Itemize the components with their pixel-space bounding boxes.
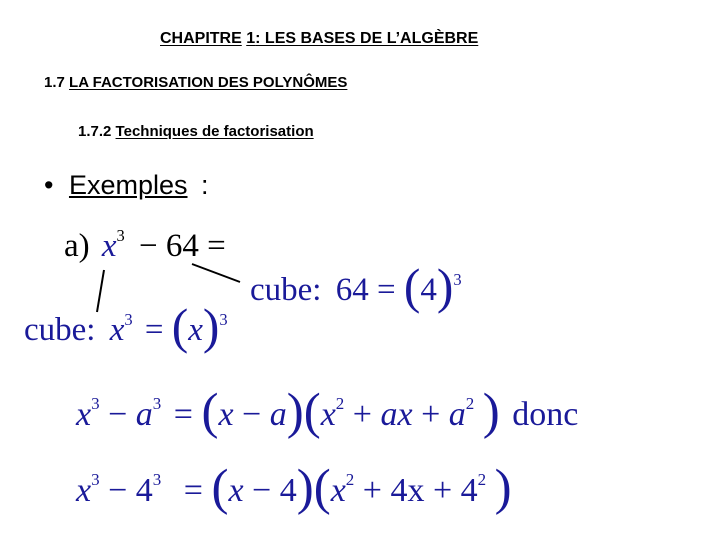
formula-a-exp: 3: [152, 394, 162, 414]
pointer-line-64: [192, 264, 240, 282]
section-number: 1.7: [44, 74, 65, 91]
applied-x-sq: 2: [345, 470, 355, 490]
example-a-eq: =: [207, 228, 226, 264]
formula-plus-1: +: [352, 396, 372, 433]
applied-x-exp: 3: [91, 470, 100, 490]
bullet-label: Exemples: [68, 170, 188, 200]
example-a-exp: 3: [116, 225, 125, 245]
applied-four-exp: 3: [152, 470, 162, 490]
example-a-const: 64: [165, 228, 199, 264]
cube-64-lparen: (: [403, 258, 421, 314]
formula-x-exp: 3: [91, 394, 100, 414]
subsection-title-text: Techniques de factorisation: [115, 123, 314, 140]
bullet-icon: •: [44, 170, 54, 200]
formula-donc: donc: [512, 396, 579, 433]
applied-four-3: 4: [460, 472, 478, 509]
applied-minus: −: [108, 472, 128, 509]
pointer-line-x3: [97, 270, 104, 312]
example-a-minus: −: [139, 228, 158, 264]
applied-four-x: 4x: [390, 472, 425, 509]
chapter-title-text: : LES BASES DE L’ALGÈBRE: [255, 30, 479, 47]
cube-64-label: cube:: [250, 272, 322, 308]
cube-x-eq: =: [144, 312, 164, 348]
applied-x: x: [76, 472, 92, 509]
applied-four: 4: [135, 472, 153, 509]
applied-factorisation: $x^3 - 4^3 = (x - 4)(x^2 + 4x + 4^2$ ): [76, 460, 512, 517]
applied-four-2: 4: [279, 472, 297, 509]
cube-64-rparen: ): [436, 258, 454, 314]
cube-x: [24, 298, 228, 354]
chapter-number: 1: [246, 30, 256, 47]
applied-minus-2: −: [252, 472, 272, 509]
formula-plus-2: +: [421, 396, 441, 433]
cube-64-inner: 4: [420, 272, 437, 308]
cube-64-exp: 3: [453, 269, 462, 289]
cube-x-label: cube:: [24, 312, 96, 348]
chapter-title: [160, 30, 478, 48]
formula-minus-2: −: [242, 396, 262, 433]
formula-x-2: x: [218, 396, 234, 433]
cube-64-eq: =: [376, 272, 396, 308]
cube-64-num: 64: [335, 272, 369, 308]
bullet-colon: :: [201, 170, 209, 200]
cube-x-var: x: [109, 312, 125, 348]
applied-x-3: x: [330, 472, 346, 509]
applied-plus-2: +: [432, 472, 453, 509]
formula-a-3: a: [448, 396, 466, 433]
section-title-text: LA FACTORISATION DES POLYNÔMES: [69, 74, 348, 91]
example-a: [64, 225, 226, 265]
cube-x-inner: x: [188, 312, 203, 348]
section-title: [44, 74, 347, 91]
chapter-prefix: CHAPITRE: [160, 30, 242, 47]
subsection-number: 1.7.2: [78, 123, 112, 140]
cube-x-lparen: (: [171, 298, 189, 354]
formula-x: x: [76, 396, 92, 433]
formula-x-sq: 2: [335, 394, 345, 414]
applied-plus-1: +: [362, 472, 382, 509]
applied-x-2: x: [228, 472, 244, 509]
formula-ax: ax: [380, 396, 413, 433]
formula-eq: =: [173, 396, 193, 433]
cube-x-exp2: 3: [219, 309, 228, 329]
cube-x-exp: 3: [124, 309, 133, 329]
example-a-prefix: a): [64, 228, 90, 264]
applied-four-sq: 2: [477, 470, 487, 490]
bullet-examples: [44, 170, 209, 201]
subsection-title: [78, 123, 314, 140]
applied-eq: =: [183, 472, 203, 509]
formula-a: a: [135, 396, 153, 433]
formula-a-sq: 2: [465, 394, 475, 414]
formula-minus: −: [108, 396, 128, 433]
example-a-var: x: [101, 228, 117, 264]
formula-a-2: a: [269, 396, 287, 433]
difference-of-cubes-formula: $x^3 - a^3 = (x - a)(x^2$ + ax + $a^2$ ) donc: [76, 384, 579, 441]
cube-64: [250, 258, 462, 314]
formula-x-3: x: [320, 396, 336, 433]
cube-x-rparen: ): [202, 298, 220, 354]
